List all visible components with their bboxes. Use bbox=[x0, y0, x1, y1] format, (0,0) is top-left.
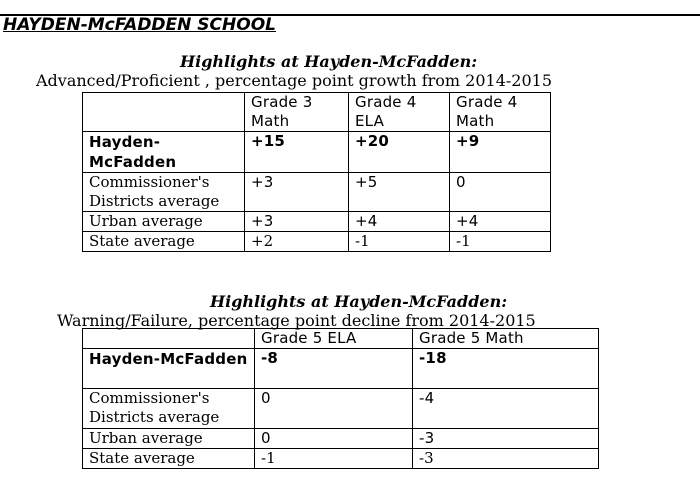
table-cell: +4 bbox=[450, 212, 551, 232]
table-cell: -8 bbox=[255, 349, 413, 389]
table-cell: -4 bbox=[413, 389, 599, 429]
table-cell: -1 bbox=[255, 449, 413, 469]
school-title: HAYDEN-McFADDEN SCHOOL bbox=[3, 15, 276, 35]
table-cell: +3 bbox=[245, 212, 349, 232]
section1-table bbox=[82, 92, 551, 252]
table-cell: 0 bbox=[255, 389, 413, 429]
row-label: Urban average bbox=[83, 429, 255, 449]
table-cell: -1 bbox=[450, 232, 551, 252]
table-cell: -3 bbox=[413, 449, 599, 469]
row-label: Commissioner's Districts average bbox=[83, 389, 255, 429]
table-row bbox=[83, 449, 599, 469]
table-row bbox=[83, 389, 599, 429]
header-cell bbox=[83, 93, 245, 132]
row-label: State average bbox=[83, 449, 255, 469]
table-cell: -1 bbox=[349, 232, 450, 252]
table-row bbox=[83, 132, 551, 173]
row-label: Hayden-McFadden bbox=[83, 349, 255, 389]
table-cell: +5 bbox=[349, 173, 450, 212]
table-header-row bbox=[83, 329, 599, 349]
table-cell: 0 bbox=[255, 429, 413, 449]
table-row bbox=[83, 232, 551, 252]
table-cell: +9 bbox=[450, 132, 551, 173]
section2-title: Highlights at Hayden-McFadden: bbox=[210, 292, 508, 311]
row-label: Commissioner's Districts average bbox=[83, 173, 245, 212]
header-cell: Grade 3 Math bbox=[245, 93, 349, 132]
table-cell: +15 bbox=[245, 132, 349, 173]
table-cell: -18 bbox=[413, 349, 599, 389]
table-row bbox=[83, 349, 599, 389]
table-cell: +4 bbox=[349, 212, 450, 232]
table-cell: 0 bbox=[450, 173, 551, 212]
section2-table bbox=[82, 328, 599, 469]
table-cell: -3 bbox=[413, 429, 599, 449]
header-cell: Grade 5 ELA bbox=[255, 329, 413, 349]
header-cell bbox=[83, 329, 255, 349]
header-cell: Grade 4 ELA bbox=[349, 93, 450, 132]
table-cell: +3 bbox=[245, 173, 349, 212]
section2-subtitle: Warning/Failure, percentage point decline from 2014-2015 bbox=[57, 311, 536, 330]
table-row bbox=[83, 429, 599, 449]
section1-title: Highlights at Hayden-McFadden: bbox=[180, 52, 478, 71]
row-label: Urban average bbox=[83, 212, 245, 232]
header-cell: Grade 4 Math bbox=[450, 93, 551, 132]
table-row bbox=[83, 212, 551, 232]
table-cell: +20 bbox=[349, 132, 450, 173]
table-cell: +2 bbox=[245, 232, 349, 252]
row-label: Hayden-McFadden bbox=[83, 132, 245, 173]
row-label: State average bbox=[83, 232, 245, 252]
section1-subtitle: Advanced/Proficient , percentage point growth from 2014-2015 bbox=[36, 71, 553, 90]
header-cell: Grade 5 Math bbox=[413, 329, 599, 349]
table-row bbox=[83, 173, 551, 212]
table-header-row bbox=[83, 93, 551, 132]
